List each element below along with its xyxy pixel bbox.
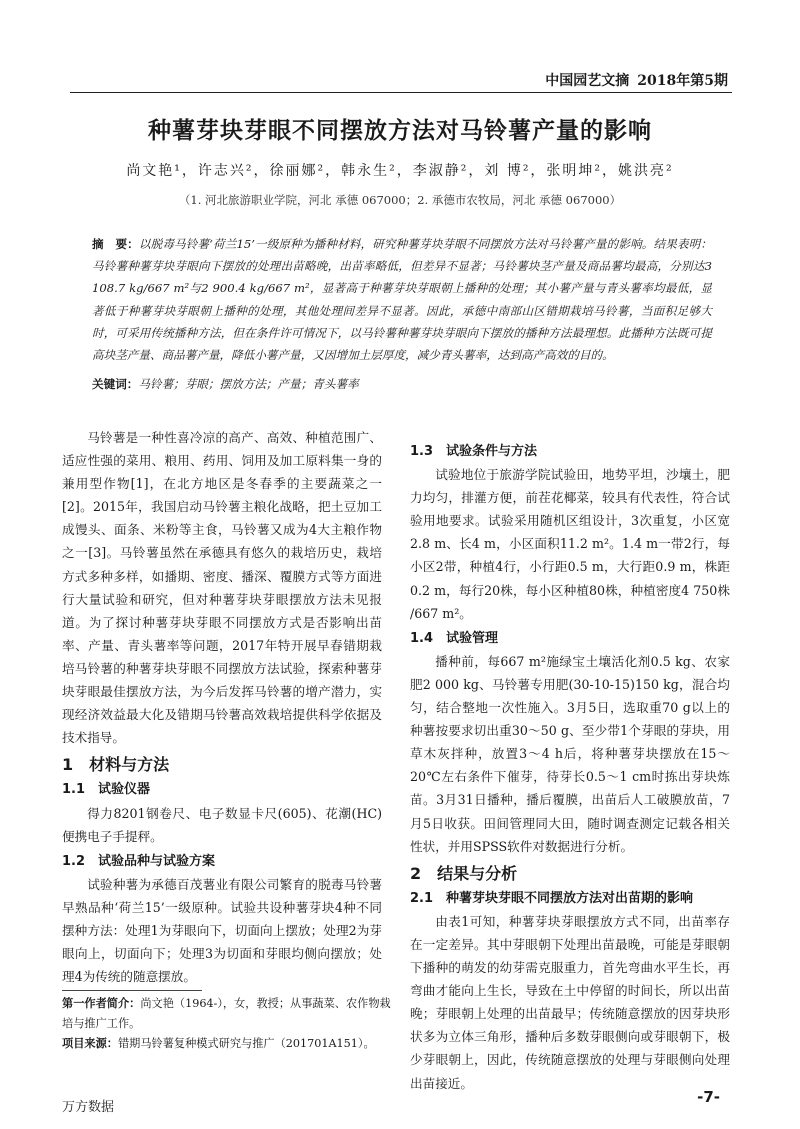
paragraph-1-2: 试验种薯为承德百茂薯业有限公司繁育的脱毒马铃薯早熟品种‘荷兰15’一级原种。试验共设种薯芽块4种不同摆种方法：处理1为芽眼向下，切面向上摆放；处理2为芽眼向上，切面向下；处理3为切面和芽眼均侧向摆放；处理4为传统的随意摆放。 — [62, 876, 382, 985]
section-heading-1-1: 1.1 试验仪器 — [62, 782, 151, 798]
abstract — [92, 233, 712, 366]
paragraph-1-3: 试验地位于旅游学院试验田，地势平坦，沙壤土，肥力均匀，排灌方便，前茬花椰菜，较具有代表性，符合试验用地要求。试验采用随机区组设计，3次重复，小区宽2.8 m、长4 m，小区面积11.2 m²。1.4 m一带2行，每小区2带，种植4行，小行距0.5 m，大行距0.9 m，株距0.2 m，每行20株，每小区种植80株，种植密度4 750株 /667 m²。 — [410, 467, 730, 621]
project-note — [62, 1034, 392, 1054]
keywords-label: 关键词： — [92, 377, 139, 391]
section-heading-1-3: 1.3 试验条件与方法 — [410, 444, 538, 459]
abstract-label: 摘 要： — [92, 237, 139, 251]
journal-issue: 2018年第5期 — [637, 73, 728, 89]
footnote-rule — [62, 990, 202, 991]
footnote — [62, 994, 392, 1054]
affiliation: （1. 河北旅游职业学院，河北 承德 067000；2. 承德市农牧局，河北 承德 067000） — [178, 193, 622, 207]
intro-paragraph: 马铃薯是一种性喜冷凉的高产、高效、种植范围广、适应性强的菜用、粮用、药用、饲用及加工原料集一身的兼用型作物[1]，在北方地区是冬春季的主要蔬菜之一[2]。2015年，我国启动马铃薯主粮化战略，把土豆加工成馒头、面条、米粉等主食，马铃薯又成为4大主粮作物之一[3]。马铃薯虽然在承德具有悠久的栽培历史，栽培方式多种多样，如播期、密度、播深、覆膜方式等方面进行大量试验和研究，但对种薯芽块芽眼摆放方法未见报道。为了探讨种薯芽块芽眼不同摆放方式是否影响出苗率、产量、青头薯率等问题，2017年特开展早春错期栽培马铃薯的种薯芽块芽眼不同摆放方法试验，探索种薯芽块芽眼最佳摆放方法，为今后发挥马铃薯的增产潜力，实现经济效益最大化及错期马铃薯高效栽培提供科学依据及技术指导。 — [62, 430, 382, 746]
project-note-label: 项目来源： — [62, 1037, 118, 1050]
paragraph-2-1: 由表1可知，种薯芽块芽眼摆放方式不同，出苗率存在一定差异。其中芽眼朝下处理出苗最晚，可能是芽眼朝下播种的萌发的幼芽需克服重力，首先弯曲水平生长，再弯曲才能向上生长，导致在土中停留的时间长，所以出苗晚；芽眼朝上处理的出苗最早；传统随意摆放的因芽块形状多为立体三角形，播种后多数芽眼侧向或芽眼朝下，极少芽眼朝上，因此，传统随意摆放的处理与芽眼侧向处理出苗接近。 — [410, 913, 730, 1091]
author-list: 尚文艳¹，许志兴²，徐丽娜²，韩永生²，李淑静²，刘 博²，张明坤²，姚洪亮² — [126, 163, 674, 179]
section-heading-1-4: 1.4 试验管理 — [410, 630, 499, 646]
section-heading-2-1: 2.1 种薯芽块芽眼不同摆放方法对出苗期的影响 — [410, 890, 694, 906]
left-column — [62, 426, 382, 988]
author-note — [62, 994, 392, 1034]
abstract-text: 以脱毒马铃薯‘荷兰15’一级原种为播种材料，研究种薯芽块芽眼不同摆放方法对马铃薯产量的影响。结果表明：马铃薯种薯芽块芽眼向下摆放的处理出苗略晚，出苗率略低，但差异不显著；马铃薯块茎产量及商品薯均最高，分别达3 108.7 kg/667 m²与2 900.4 kg/667 m²，显著高于种薯芽块芽眼朝上播种的处理；其小薯产量与青头薯率均最低，显著低于种薯芽块芽眼朝上播种的处理，其他处理间差异不显著。因此，承德中南部山区错期栽培马铃薯，当面积足够大时，可采用传统播种方法，但在条件许可情况下，以马铃薯种薯芽块芽眼向下摆放的播种方法最理想。此播种方法既可提高块茎产量、商品薯产量，降低小薯产量，又因增加土层厚度，减少青头薯率，达到高产高效的目的。 — [92, 237, 712, 363]
section-heading-2: 2 结果与分析 — [410, 863, 518, 883]
page-number: -7- — [697, 1088, 720, 1106]
journal-name: 中国园艺文摘 — [545, 73, 630, 89]
source-watermark: 万方数据 — [62, 1100, 115, 1115]
section-heading-1-2: 1.2 试验品种与试验方案 — [62, 853, 216, 869]
author-note-label: 第一作者简介： — [62, 997, 141, 1010]
keywords — [92, 376, 712, 392]
journal-masthead — [545, 70, 728, 90]
right-column — [410, 438, 730, 1095]
paragraph-1-1: 得力8201钢卷尺、电子数显卡尺(605)、花潮(HC)便携电子手提秤。 — [62, 805, 382, 844]
section-heading-1: 1 材料与方法 — [62, 755, 170, 775]
keywords-text: 马铃薯；芽眼；摆放方法；产量；青头薯率 — [138, 377, 359, 391]
author-note-text: 尚文艳（1964-），女，教授；从事蔬菜、农作物栽培与推广工作。 — [62, 997, 391, 1030]
paragraph-1-4: 播种前，每667 m²施绿宝土壤活化剂0.5 kg、农家肥2 000 kg、马铃薯专用肥(30-10-15)150 kg，混合均匀，结合整地一次性施入。3月5日，选取重70 g以上的种薯按要求切出重30～50 g、至少带1个芽眼的芽块，用草木灰拌种，放置3～4 h后，将种薯芽块摆放在15～20℃左右条件下催芽，待芽长0.5～1 cm时拣出芽块炼苗。3月31日播种，播后覆膜，出苗后人工破膜放苗，7月5日收获。田间管理同大田，随时调查测定记载各相关性状，并用SPSS软件对数据进行分析。 — [410, 653, 730, 854]
article-title: 种薯芽块芽眼不同摆放方法对马铃薯产量的影响 — [148, 118, 652, 144]
header-rule — [70, 92, 732, 93]
project-note-text: 错期马铃薯复种模式研究与推广（201701A151）。 — [117, 1037, 375, 1050]
